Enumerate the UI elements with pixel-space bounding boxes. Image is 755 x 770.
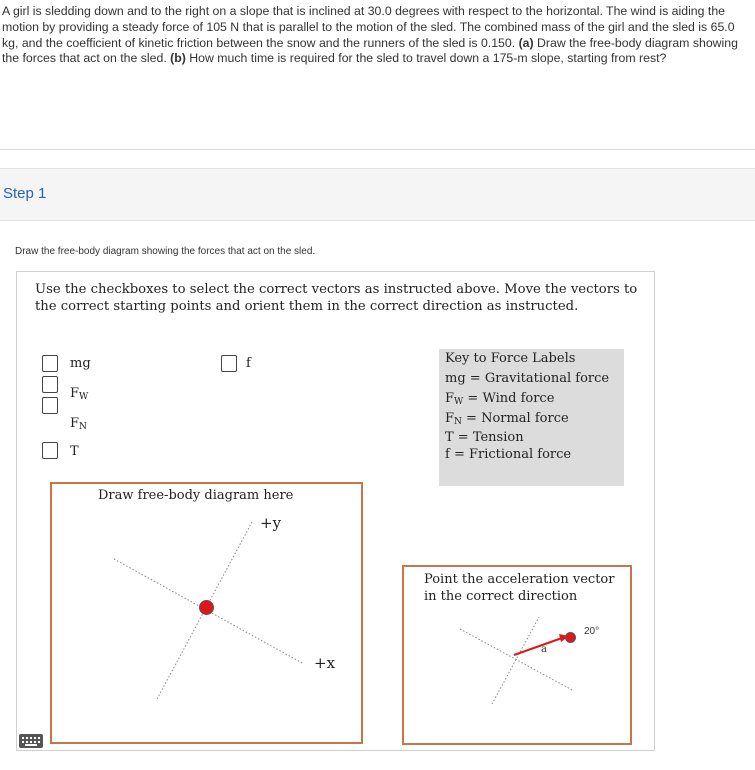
- checkbox-label-t: T: [70, 444, 79, 459]
- checkbox-label-fn: $F_N$: [70, 416, 87, 432]
- key-line-fn: $F_N$ = Normal force: [445, 411, 569, 427]
- y-axis-label: +y: [260, 514, 282, 532]
- accel-angle-label: 20°: [584, 626, 600, 637]
- accel-y-axis-line: [492, 617, 539, 704]
- acceleration-area[interactable]: [402, 565, 632, 745]
- force-label-key: [439, 349, 624, 486]
- checkbox-label-fw: $F_W$: [70, 386, 89, 402]
- checkbox-f[interactable]: [221, 355, 237, 372]
- key-line-fw: $F_W$ = Wind force: [445, 391, 555, 407]
- fbd-title: Draw free-body diagram here: [98, 488, 294, 503]
- checkbox-fw[interactable]: [42, 376, 58, 393]
- acceleration-handle[interactable]: [565, 632, 576, 643]
- panel-instructions: Use the checkboxes to select the correct vectors as instructed above. Move the vectors to the correct starting points and orient them in the correct direction as instructed.: [35, 282, 638, 314]
- checkbox-mg[interactable]: [42, 355, 58, 372]
- step-instruction: Draw the free-body diagram showing the forces that act on the sled.: [15, 246, 316, 257]
- key-title: Key to Force Labels: [445, 351, 576, 366]
- key-line-f: f = Frictional force: [445, 447, 572, 462]
- key-line-t: T = Tension: [445, 430, 524, 445]
- fbd-panel: [16, 271, 655, 751]
- key-line-mg: mg = Gravitational force: [445, 371, 610, 386]
- step-header: [0, 168, 755, 221]
- acceleration-vector: [514, 638, 562, 655]
- checkbox-label-f: f: [246, 356, 251, 371]
- accel-title: Point the acceleration vector in the correct direction: [424, 572, 615, 604]
- accel-axes: [404, 567, 630, 743]
- accel-vector-label: a: [541, 644, 547, 655]
- fbd-drawing-area[interactable]: [50, 482, 363, 744]
- fbd-origin-handle[interactable]: [199, 600, 214, 615]
- keyboard-icon[interactable]: [19, 734, 43, 748]
- checkbox-t[interactable]: [42, 442, 58, 459]
- accel-x-axis-line: [460, 629, 574, 691]
- step-title[interactable]: Step 1: [3, 185, 47, 202]
- checkbox-label-mg: mg: [70, 356, 91, 371]
- divider: [0, 149, 755, 150]
- checkbox-fn[interactable]: [42, 397, 58, 414]
- x-axis-label: +x: [314, 654, 336, 672]
- question-text: A girl is sledding down and to the right on a slope that is inclined at 30.0 degrees with respect to the horizontal. The wind is aiding the motion by providing a steady force of 105 N that is parallel to the motion of the sled. The combined mass of the girl and the sled is 65.0 kg, and the coefficient of kinetic friction between the snow and the runners of the sled is 0.150. (a) Draw the free-body diagram showing the forces that act on the sled. (b) How much time is required for the sled to travel down a 175-m slope, starting from rest?: [2, 4, 738, 66]
